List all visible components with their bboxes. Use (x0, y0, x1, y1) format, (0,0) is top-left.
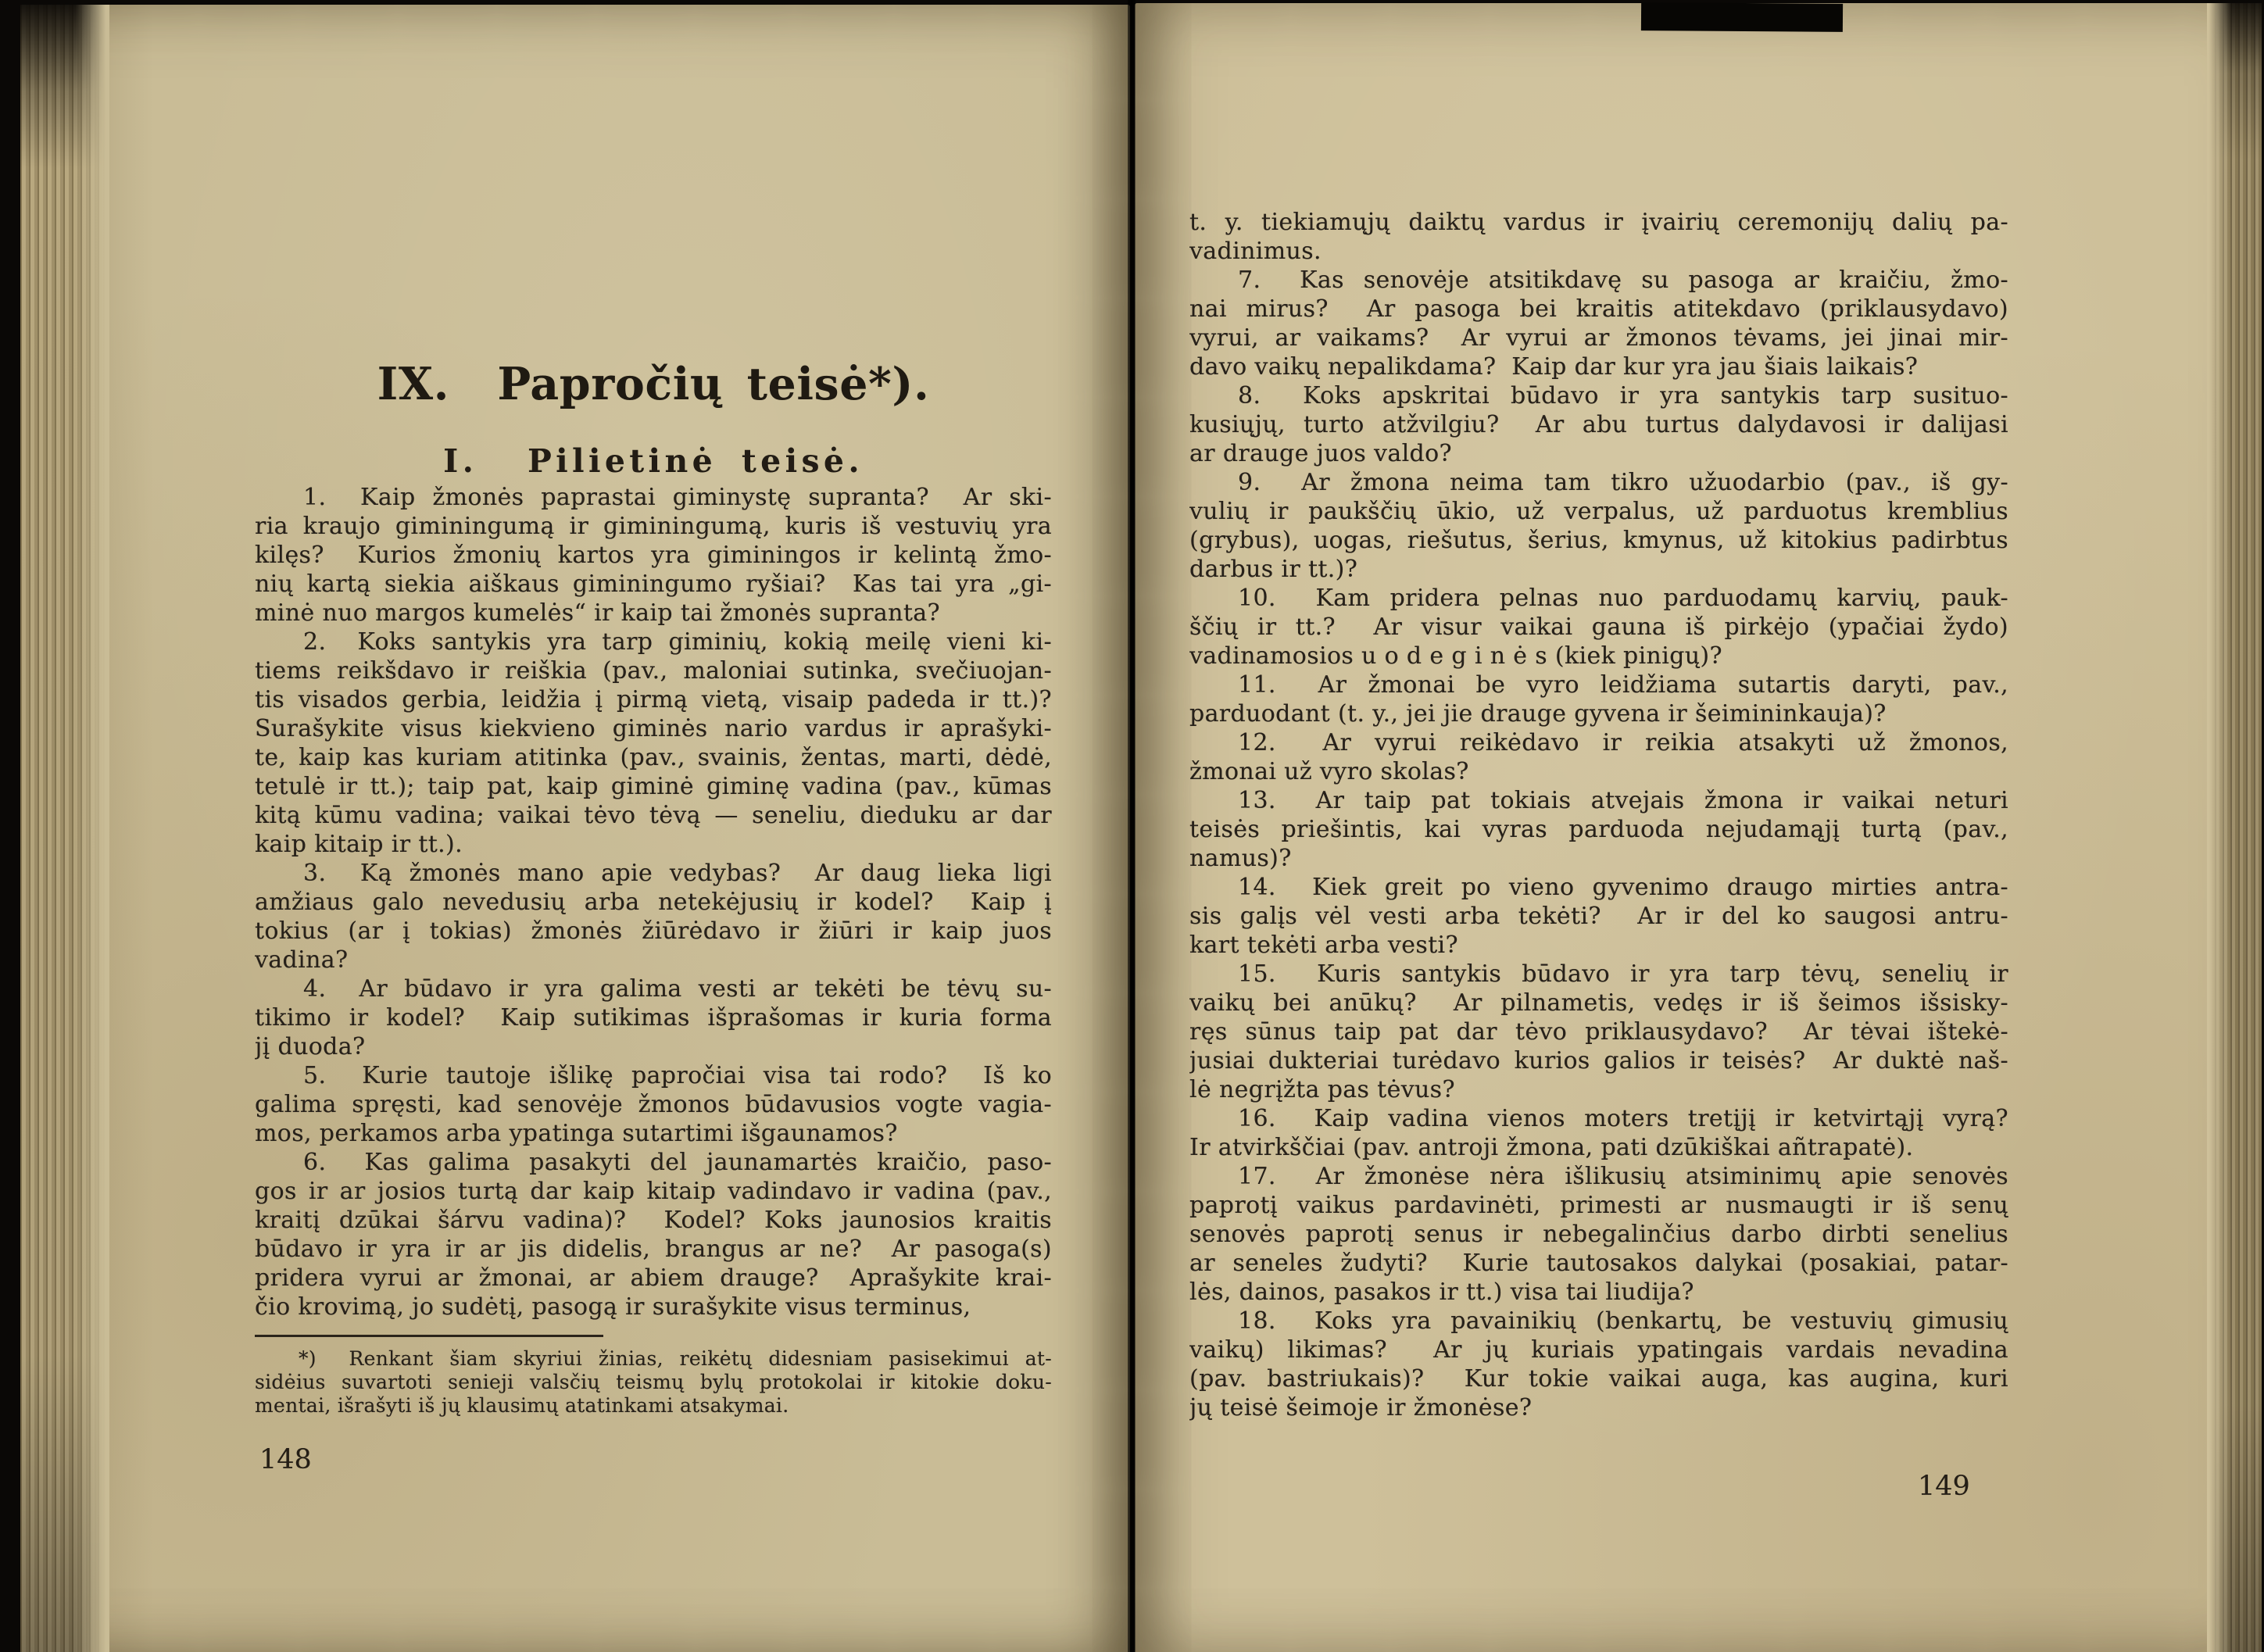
footnote-divider (255, 1335, 603, 1337)
text-line: namus)? (1189, 845, 1292, 872)
text-line: kart tekėti arba vesti? (1189, 931, 1458, 959)
text-line: jusiai dukteriai turėdavo kurios galios ir teisės? Ar duktė naš- (1189, 1047, 2008, 1075)
page-number-left: 148 (259, 1444, 312, 1475)
text-line: jų teisė šeimoje ir žmonėse? (1189, 1394, 1533, 1421)
paragraph (1189, 786, 2008, 873)
text-line: senovės paprotį senus ir nebegalinčius darbo dirbti senelius (1189, 1221, 2008, 1248)
paragraph (1189, 468, 2008, 584)
text-line: vadina? (255, 946, 349, 974)
text-line: minė nuo margos kumelės“ ir kaip tai žmonės supranta? (255, 599, 940, 627)
text-line: (pav. bastriukais)? Kur tokie vaikai auga, kas augina, kuri (1189, 1365, 2008, 1393)
text-line: kraitį dzūkai šárvu vadina)? Kodel? Koks jaunosios kraitis (255, 1207, 1052, 1234)
paragraph (1189, 1307, 2008, 1422)
text-line: nių kartą siekia aiškaus giminingumo ryšiai? Kas tai yra „gi- (255, 570, 1052, 598)
text-line: te, kaip kas kuriam atitinka (pav., svainis, žentas, marti, dėdė, (255, 744, 1052, 771)
text-line: vulių ir paukščių ūkio, už verpalus, už parduotus kremblius (1189, 498, 2008, 525)
paragraph (1189, 381, 2008, 468)
text-line: 5. Kurie tautoje išlikę papročiai visa tai rodo? Iš ko (303, 1062, 1052, 1089)
text-line: žmonai už vyro skolas? (1189, 758, 1469, 785)
stacked-page-edges-right (2207, 3, 2262, 1652)
text-line: 8. Koks apskritai būdavo ir yra santykis tarp susituo- (1238, 382, 2008, 409)
text-line: tetulė ir tt.); taip pat, kaip giminė giminę vadina (pav., kūmas (255, 773, 1052, 800)
paragraph (255, 628, 1052, 859)
text-line: *) Renkant šiam skyriui žinias, reikėtų didesniam pasisekimui at- (299, 1347, 1052, 1370)
text-line: 13. Ar taip pat tokiais atvejais žmona ir vaikai neturi (1238, 787, 2008, 814)
paragraph (1189, 584, 2008, 670)
text-line: 7. Kas senovėje atsitikdavę su pasoga ar kraičiu, žmo- (1238, 266, 2008, 294)
text-line: 16. Kaip vadina vienos moters tretįjį ir ketvirtąjį vyrą? (1238, 1105, 2008, 1132)
text-line: lė negrįžta pas tėvus? (1189, 1076, 1455, 1103)
text-line: 9. Ar žmona neima tam tikro užuodarbio (pav., iš gy- (1238, 469, 2008, 496)
text-line: čio krovimą, jo sudėtį, pasogą ir surašykite visus terminus, (255, 1293, 971, 1321)
right-page-text-block (1189, 208, 2008, 1422)
text-line: vaikų bei anūkų? Ar pilnametis, vedęs ir iš šeimos išsisky- (1189, 989, 2008, 1017)
paragraph (1189, 208, 2008, 266)
text-line: jį duoda? (255, 1033, 366, 1060)
page-number-right: 149 (1918, 1471, 1970, 1502)
text-line: 14. Kiek greit po vieno gyvenimo draugo mirties antra- (1238, 874, 2008, 901)
chapter-title: IX. Papročių teisė*). (377, 358, 930, 410)
text-line: lės, dainos, pasakos ir tt.) visa tai liudija? (1189, 1278, 1694, 1306)
paragraph (255, 1061, 1052, 1148)
text-line: kaip kitaip ir tt.). (255, 831, 463, 858)
text-line: 2. Koks santykis yra tarp giminių, kokią meilę vieni ki- (303, 628, 1052, 656)
text-line: 6. Kas galima pasakyti del jaunamartės kraičio, paso- (303, 1149, 1052, 1176)
text-line: ria kraujo giminingumą ir giminingumą, kuris iš vestuvių yra (255, 513, 1052, 540)
paragraph (1189, 266, 2008, 381)
text-line: 11. Ar žmonai be vyro leidžiama sutartis daryti, pav., (1238, 671, 2008, 699)
text-line: kilęs? Kurios žmonių kartos yra giminingos ir kelintą žmo- (255, 542, 1052, 569)
paragraph (1189, 728, 2008, 786)
text-line: nai mirus? Ar pasoga bei kraitis atitekdavo (priklausydavo) (1189, 295, 2008, 323)
text-line: sis galįs vėl vesti arba tekėti? Ar ir del ko saugosi antru- (1189, 903, 2008, 930)
text-line: galima spręsti, kad senovėje žmonos būdavusios vogte vagia- (255, 1091, 1052, 1118)
text-line: teisės priešintis, kai vyras parduoda nejudamąjį turtą (pav., (1189, 816, 2008, 843)
section-title: I. Pilietinė teisė. (443, 442, 864, 480)
text-line: ar drauge juos valdo? (1189, 440, 1452, 467)
text-line: davo vaikų nepalikdama? Kaip dar kur yra jau šiais laikais? (1189, 353, 1919, 381)
right-book-page (1135, 3, 2262, 1652)
paragraph (1189, 670, 2008, 728)
text-line: t. y. tiekiamųjų daiktų vardus ir įvairių ceremonijų dalių pa- (1189, 209, 2008, 236)
left-book-page (20, 5, 1130, 1652)
paragraph (255, 483, 1052, 628)
text-line: 17. Ar žmonėse nėra išlikusių atsiminimų apie senovės (1238, 1163, 2008, 1190)
text-line: parduodant (t. y., jei jie drauge gyvena ir šeimininkauja)? (1189, 700, 1887, 728)
left-page-text-block (255, 483, 1052, 1321)
paragraph (1189, 960, 2008, 1104)
stacked-page-edges-left (20, 5, 109, 1652)
text-line: 12. Ar vyrui reikėdavo ir reikia atsakyti už žmonos, (1238, 729, 2008, 756)
text-line: 1. Kaip žmonės paprastai giminystę supranta? Ar ski- (303, 484, 1052, 511)
text-line: vadinamosios u o d e g i n ė s (kiek pinigų)? (1189, 642, 1722, 670)
text-line: būdavo ir yra ir ar jis didelis, brangus ar ne? Ar pasoga(s) (255, 1235, 1052, 1263)
text-line: tikimo ir kodel? Kaip sutikimas išprašomas ir kuria forma (255, 1004, 1052, 1032)
text-line: vadinimus. (1189, 238, 1322, 265)
text-line: pridera vyrui ar žmonai, ar abiem drauge? Aprašykite krai- (255, 1264, 1052, 1292)
text-line: mos, perkamos arba ypatinga sutartimi išgaunamos? (255, 1120, 898, 1147)
paragraph (1189, 873, 2008, 960)
text-line: 10. Kam pridera pelnas nuo parduodamų karvių, pauk- (1238, 585, 2008, 612)
paragraph (1189, 1104, 2008, 1162)
text-line: paprotį vaikus pardavinėti, primesti ar nusmaugti ir iš senų (1189, 1192, 2008, 1219)
text-line: vyrui, ar vaikams? Ar vyrui ar žmonos tėvams, jei jinai mir- (1189, 324, 2008, 352)
paragraph (255, 974, 1052, 1061)
text-line: gos ir ar josios turtą dar kaip kitaip vadindavo ir vadina (pav., (255, 1178, 1052, 1205)
text-line: ščių ir tt.? Ar visur vaikai gauna iš pirkėjo (ypačiai žydo) (1189, 613, 2008, 641)
paragraph (255, 859, 1052, 974)
text-line: 15. Kuris santykis būdavo ir yra tarp tėvų, senelių ir (1238, 960, 2008, 988)
text-line: ręs sūnus taip pat dar tėvo priklausydavo? Ar tėvai ištekė- (1189, 1018, 2008, 1046)
text-line: amžiaus galo nevedusių arba netekėjusių ir kodel? Kaip į (255, 889, 1052, 916)
paragraph (1189, 1162, 2008, 1307)
scan-artifact-mark (1641, 2, 1843, 32)
text-line: kitą kūmu vadina; vaikai tėvo tėvą — seneliu, dieduku ar dar (255, 802, 1052, 829)
footnote (255, 1347, 1052, 1418)
text-line: kusiųjų, turto atžvilgiu? Ar abu turtus dalydavosi ir dalijasi (1189, 411, 2008, 438)
text-line: ar seneles žudyti? Kurie tautosakos dalykai (posakiai, patar- (1189, 1250, 2008, 1277)
text-line: mentai, išrašyti iš jų klausimų atatinkami atsakymai. (255, 1394, 789, 1417)
text-line: 18. Koks yra pavainikių (benkartų, be vestuvių gimusių (1238, 1307, 2008, 1335)
text-line: tiems reikšdavo ir reiškia (pav., maloniai sutinka, svečiuojan- (255, 657, 1052, 685)
text-line: Ir atvirkščiai (pav. antroji žmona, pati dzūkiškai añtrapatė). (1189, 1134, 1914, 1161)
text-line: Surašykite visus kiekvieno giminės nario vardus ir aprašyki- (255, 715, 1052, 742)
text-line: 3. Ką žmonės mano apie vedybas? Ar daug lieka ligi (303, 860, 1052, 887)
paragraph (255, 1148, 1052, 1321)
text-line: (grybus), uogas, riešutus, šerius, kmynus, už kitokius padirbtus (1189, 527, 2008, 554)
text-line: darbus ir tt.)? (1189, 556, 1358, 583)
text-line: 4. Ar būdavo ir yra galima vesti ar tekėti be tėvų su- (303, 975, 1052, 1003)
paragraph (255, 1347, 1052, 1418)
text-line: tokius (ar į tokias) žmonės žiūrėdavo ir žiūri ir kaip juos (255, 917, 1052, 945)
text-line: tis visados gerbia, leidžia į pirmą vietą, visaip padeda ir tt.)? (255, 686, 1052, 713)
text-line: sidėius suvartoti senieji valsčių teismų bylų protokolai ir kitokie doku- (255, 1371, 1052, 1393)
text-line: vaikų) likimas? Ar jų kuriais ypatingais vardais nevadina (1189, 1336, 2008, 1364)
